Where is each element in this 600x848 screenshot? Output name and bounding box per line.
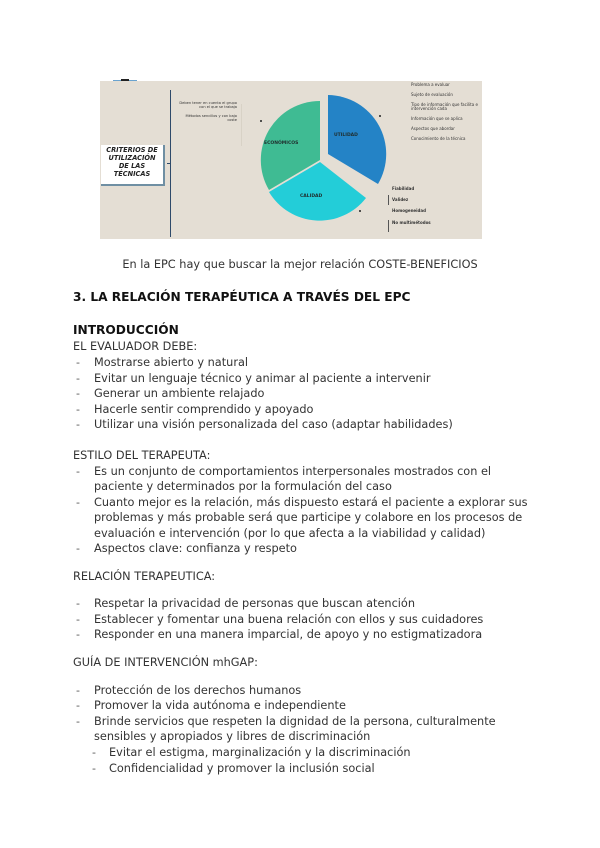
list-item-continuation: paciente y determinados por la formulación del caso xyxy=(94,480,392,493)
pie-chart xyxy=(240,95,390,235)
utility-note: Problema a evaluar xyxy=(411,82,450,87)
sub-list-item: Evitar el estigma, marginalización y la discriminación xyxy=(109,746,411,759)
bullet-dash: - xyxy=(76,715,80,728)
list-item: Cuanto mejor es la relación, más dispuesto estará el paciente a explorar sus xyxy=(94,496,528,509)
list-item: Establecer y fomentar una buena relación con ellos y sus cuidadores xyxy=(94,613,484,626)
list-item: Evitar un lenguaje técnico y animar al paciente a intervenir xyxy=(94,372,431,385)
criteria-label-line: TÉCNICAS xyxy=(113,170,151,178)
list-item-continuation: problemas y más probable será que participe y colabore en los procesos de xyxy=(94,511,523,524)
bullet-dash: - xyxy=(92,762,96,775)
list-item: Generar un ambiente relajado xyxy=(94,387,265,400)
bullet-dash: - xyxy=(76,699,80,712)
pie-label-calidad: CALIDAD xyxy=(300,194,323,199)
criteria-label-line: UTILIZACIÓN xyxy=(108,154,156,162)
list-item: Responder en una manera imparcial, de apoyo y no estigmatizadora xyxy=(94,628,483,641)
block-heading-guia: GUÍA DE INTERVENCIÓN mhGAP: xyxy=(73,656,258,669)
economic-notes xyxy=(175,101,237,126)
list-item-continuation: evaluación e intervención (por lo que afecta a la viabilidad y calidad) xyxy=(94,527,486,540)
list-item: Respetar la privacidad de personas que buscan atención xyxy=(94,597,415,610)
section-title: 3. LA RELACIÓN TERAPÉUTICA A TRAVÉS DEL EPC xyxy=(73,290,411,304)
connector-dot xyxy=(260,120,262,122)
list-item: Aspectos clave: confianza y respeto xyxy=(94,542,297,555)
bullet-dash: - xyxy=(76,496,80,509)
quality-bar xyxy=(388,220,389,232)
utility-note: Información que se aplica xyxy=(411,115,463,121)
block-heading-evaluador: EL EVALUADOR DEBE: xyxy=(73,340,198,353)
list-item: Protección de los derechos humanos xyxy=(94,684,302,697)
quality-note: Fiabilidad xyxy=(392,186,415,191)
quality-note: No multimétodos xyxy=(392,219,431,225)
utility-note: Aspectos que abordar xyxy=(411,125,455,131)
economic-note: Métodos sencillos y con bajo coste xyxy=(185,113,237,122)
connector-dot xyxy=(379,115,381,117)
list-item: Hacerle sentir comprendido y apoyado xyxy=(94,403,314,416)
utility-note: Conocimiento de la técnica xyxy=(411,135,466,141)
quality-notes xyxy=(392,187,452,232)
subsection-title: INTRODUCCIÓN xyxy=(73,323,179,337)
bullet-dash: - xyxy=(76,372,80,385)
pie-label-utilidad: UTILIDAD xyxy=(334,133,358,138)
block-heading-relacion: RELACIÓN TERAPEUTICA: xyxy=(73,570,216,583)
bullet-dash: - xyxy=(76,465,80,478)
block-heading-estilo: ESTILO DEL TERAPEUTA: xyxy=(73,449,211,462)
bullet-dash: - xyxy=(92,746,96,759)
utility-note: Sujeto de evaluación xyxy=(411,91,453,97)
quality-note: Homogeneidad xyxy=(392,208,426,214)
sub-list-item: Confidencialidad y promover la inclusión social xyxy=(109,762,375,775)
list-item: Es un conjunto de comportamientos interpersonales mostrados con el xyxy=(94,465,492,478)
bullet-dash: - xyxy=(76,597,80,610)
list-item: Promover la vida autónoma e independiente xyxy=(94,699,346,712)
utility-notes xyxy=(411,83,481,146)
bullet-dash: - xyxy=(76,356,80,369)
connector-dot xyxy=(359,210,361,212)
list-item: Brinde servicios que respeten la dignidad de la persona, culturalmente xyxy=(94,715,496,728)
quality-bar xyxy=(388,195,389,205)
utility-note: Tipo de información que facilita e intervención cada xyxy=(411,101,478,112)
bullet-dash: - xyxy=(76,418,80,431)
pie-label-economicos: ECONÓMICOS xyxy=(264,141,299,146)
list-item: Utilizar una visión personalizada del caso (adaptar habilidades) xyxy=(94,418,453,431)
economic-note: Deben tener en cuenta el grupo con el que se trabaja xyxy=(179,101,237,110)
criteria-label-line: DE LAS xyxy=(118,162,146,170)
bullet-dash: - xyxy=(76,684,80,697)
list-item: Mostrarse abierto y natural xyxy=(94,356,249,369)
bullet-dash: - xyxy=(76,403,80,416)
bullet-dash: - xyxy=(76,613,80,626)
quality-note: Validez xyxy=(392,197,409,203)
pie-segment-utilidad xyxy=(328,95,386,184)
bullet-dash: - xyxy=(76,542,80,555)
list-item-continuation: sensibles y apropiados y libres de discriminación xyxy=(94,730,371,743)
bracket-tick xyxy=(167,163,171,164)
bullet-dash: - xyxy=(76,387,80,400)
figure-caption: En la EPC hay que buscar la mejor relación COSTE-BENEFICIOS xyxy=(122,258,478,271)
bullet-dash: - xyxy=(76,628,80,641)
criteria-label-box xyxy=(101,145,165,186)
criteria-label-line: CRITERIOS DE xyxy=(106,146,158,154)
